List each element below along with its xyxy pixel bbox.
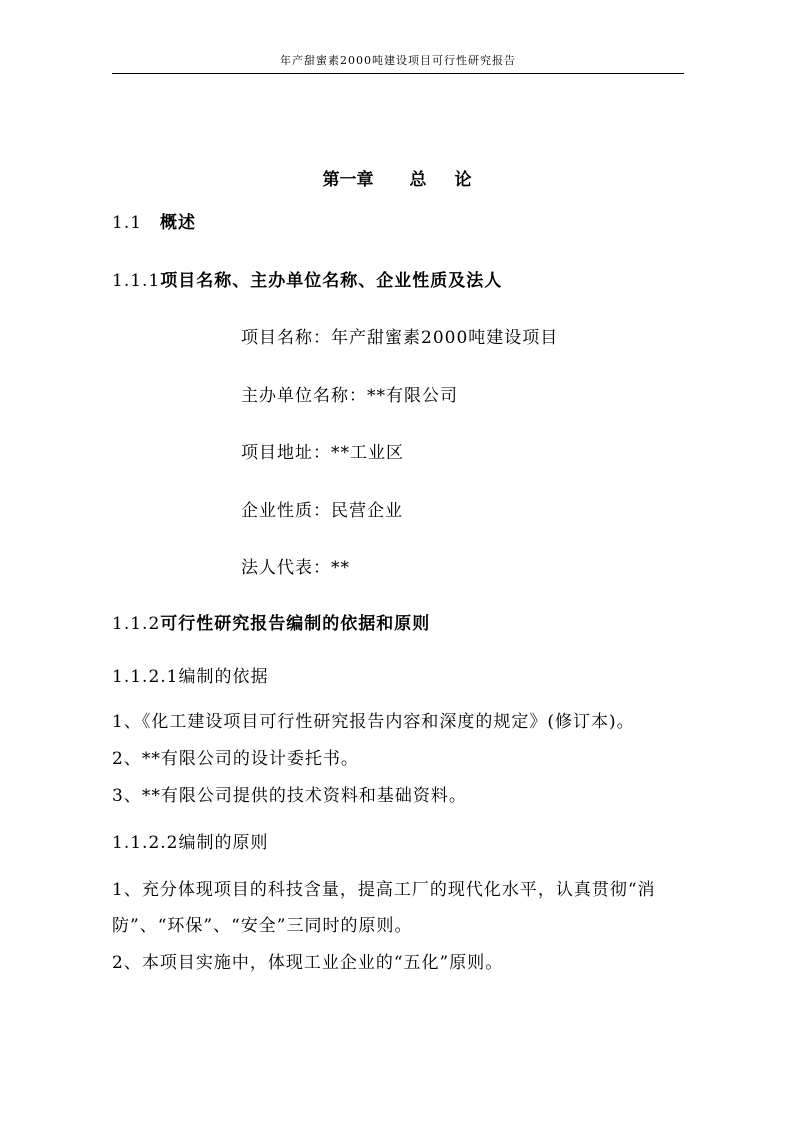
list-item: 3、**有限公司提供的技术资料和基础资料。: [112, 786, 467, 806]
principle-2: 2、本项目实施中，体现工业企业的“五化”原则。: [112, 953, 504, 973]
basis-list: [112, 708, 635, 819]
list-item: 1、《化工建设项目可行性研究报告内容和深度的规定》(修订本)。: [112, 712, 635, 732]
enterprise-nature: 企业性质：民营企业: [241, 501, 403, 521]
principle-1-line-2: 防”、“环保”、“安全”三同时的原则。: [112, 916, 413, 936]
project-sponsor: 主办单位名称：**有限公司: [241, 386, 458, 406]
subsection-heading-1-1-2-2: 1.1.2.2编制的原则: [112, 833, 269, 853]
section-heading-1-1-2: [112, 609, 430, 634]
chapter-word-2: 论: [454, 170, 472, 190]
header-divider: [112, 73, 684, 74]
chapter-word-1: 总: [409, 170, 427, 190]
legal-representative: 法人代表：**: [241, 558, 350, 578]
project-name: 项目名称：年产甜蜜素2000吨建设项目: [241, 328, 559, 348]
section-number: 1.1.1: [112, 271, 161, 291]
section-heading-1-1: [112, 208, 196, 233]
principle-1-line-1: 1、充分体现项目的科技含量，提高工厂的现代化水平，认真贯彻“消: [112, 880, 656, 900]
subsection-heading-1-1-2-1: 1.1.2.1编制的依据: [112, 667, 269, 687]
section-title: 项目名称、主办单位名称、企业性质及法人: [160, 271, 503, 291]
section-title: 概述: [160, 213, 196, 233]
list-item: 2、**有限公司的设计委托书。: [112, 749, 359, 769]
section-number: 1.1: [112, 213, 143, 233]
section-number: 1.1.2: [112, 614, 161, 634]
section-title: 可行性研究报告编制的依据和原则: [160, 614, 431, 634]
chapter-title: [0, 165, 794, 190]
project-address: 项目地址：**工业区: [241, 443, 404, 463]
running-header: 年产甜蜜素2000吨建设项目可行性研究报告: [280, 54, 516, 67]
section-heading-1-1-1: [112, 266, 502, 291]
chapter-label: 第一章: [322, 170, 374, 190]
